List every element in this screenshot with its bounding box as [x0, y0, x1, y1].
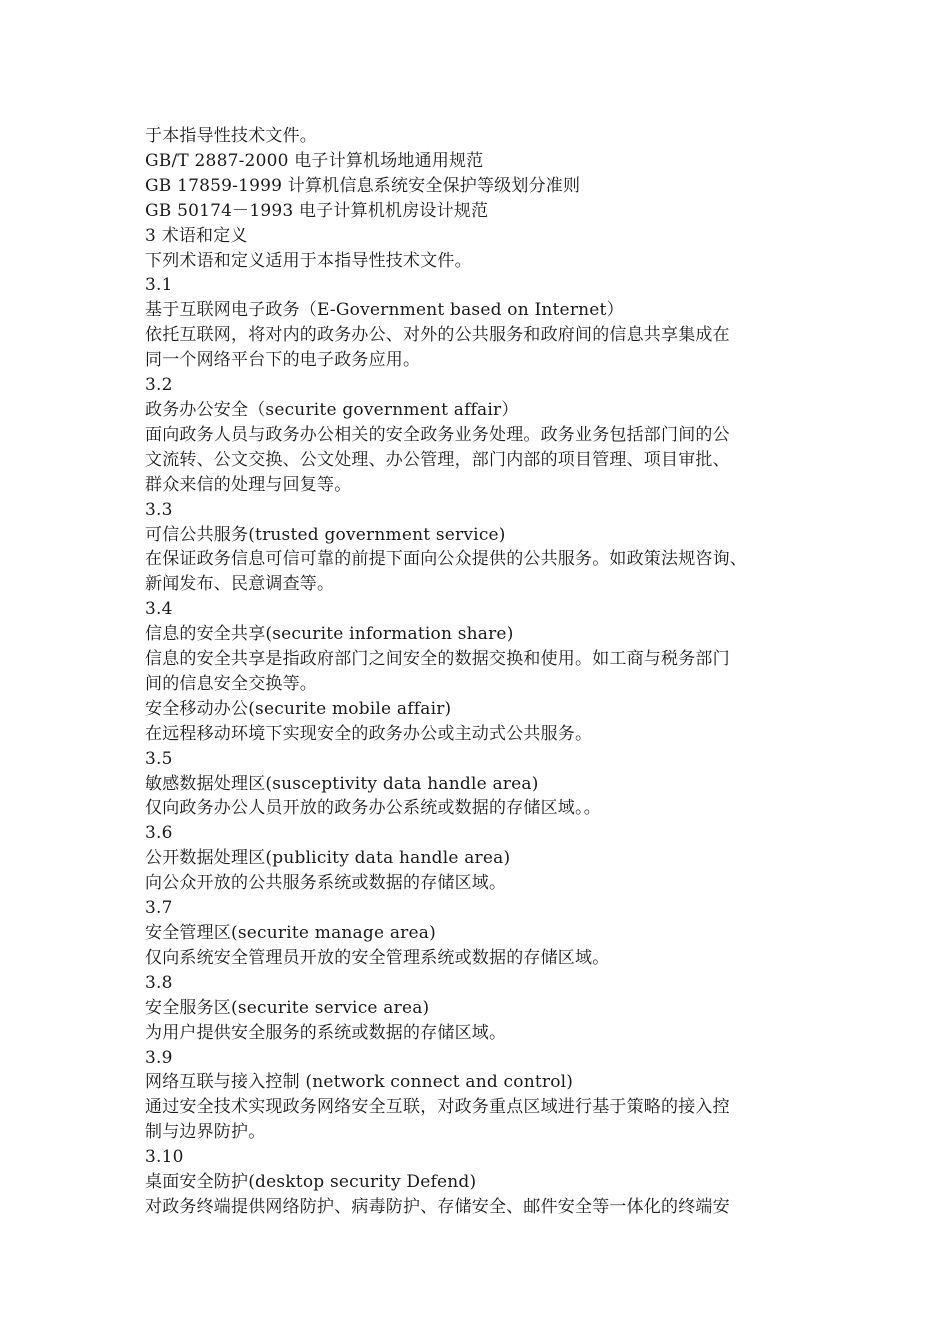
clause-number: 3.2	[145, 375, 173, 396]
term-definition: 仅向政务办公人员开放的政务办公系统或数据的存储区域。。	[145, 798, 601, 819]
document-page	[145, 124, 835, 1220]
text-line: 于本指导性技术文件。	[145, 126, 317, 146]
term-definition: 对政务终端提供网络防护、病毒防护、存储安全、邮件安全等一体化的终端安	[145, 1196, 730, 1217]
term-definition: 信息的安全共享是指政府部门之间安全的数据交换和使用。如工商与税务部门	[145, 649, 730, 670]
term-definition: 向公众开放的公共服务系统或数据的存储区域。	[145, 873, 507, 894]
clause-number: 3.7	[145, 898, 173, 919]
text-line: GB 17859-1999 计算机信息系统安全保护等级划分准则	[145, 175, 581, 196]
term-title: 敏感数据处理区(susceptivity data handle area)	[145, 773, 539, 794]
term-definition: 通过安全技术实现政务网络安全互联，对政务重点区域进行基于策略的接入控	[145, 1097, 730, 1118]
term-title: 基于互联网电子政务（E-Government based on Internet）	[145, 300, 624, 321]
text-line: GB/T 2887-2000 电子计算机场地通用规范	[145, 150, 484, 171]
clause-number: 3.8	[145, 972, 173, 993]
term-definition: 文流转、公文交换、公文处理、办公管理，部门内部的项目管理、项目审批、	[145, 449, 730, 470]
term-title: 网络互联与接入控制 (network connect and control)	[145, 1072, 574, 1093]
term-definition: 间的信息安全交换等。	[145, 673, 317, 694]
clause-number: 3.10	[145, 1147, 184, 1168]
text-line: GB 50174－1993 电子计算机机房设计规范	[145, 200, 489, 221]
term-definition: 依托互联网，将对内的政务办公、对外的公共服务和政府间的信息共享集成在	[145, 325, 730, 346]
text-line: 下列术语和定义适用于本指导性技术文件。	[145, 250, 472, 271]
term-definition: 制与边界防护。	[145, 1122, 266, 1143]
term-definition: 仅向系统安全管理员开放的安全管理系统或数据的存储区域。	[145, 947, 610, 968]
term-title: 政务办公安全（securite government affair）	[145, 399, 519, 420]
clause-number: 3.1	[145, 275, 173, 296]
term-definition: 面向政务人员与政务办公相关的安全政务业务处理。政务业务包括部门间的公	[145, 424, 730, 445]
term-definition: 新闻发布、民意调查等。	[145, 574, 335, 595]
term-definition: 为用户提供安全服务的系统或数据的存储区域。	[145, 1022, 507, 1043]
term-definition: 在保证政务信息可信可靠的前提下面向公众提供的公共服务。如政策法规咨询、	[145, 549, 747, 570]
clause-number: 3.3	[145, 499, 173, 520]
term-definition: 群众来信的处理与回复等。	[145, 474, 352, 495]
section-heading: 3 术语和定义	[145, 225, 248, 246]
term-title: 信息的安全共享(securite information share)	[145, 624, 514, 645]
term-definition: 同一个网络平台下的电子政务应用。	[145, 350, 421, 371]
clause-number: 3.9	[145, 1047, 173, 1068]
term-title: 安全服务区(securite service area)	[145, 997, 430, 1018]
term-title: 可信公共服务(trusted government service)	[145, 524, 506, 545]
term-title: 桌面安全防护(desktop security Defend)	[145, 1172, 477, 1193]
term-title: 安全管理区(securite manage area)	[145, 923, 436, 943]
term-definition: 在远程移动环境下实现安全的政务办公或主动式公共服务。	[145, 723, 593, 744]
term-title: 公开数据处理区(publicity data handle area)	[145, 848, 511, 869]
term-title: 安全移动办公(securite mobile affair)	[145, 698, 452, 719]
clause-number: 3.6	[145, 823, 173, 844]
clause-number: 3.5	[145, 748, 173, 769]
clause-number: 3.4	[145, 599, 173, 620]
